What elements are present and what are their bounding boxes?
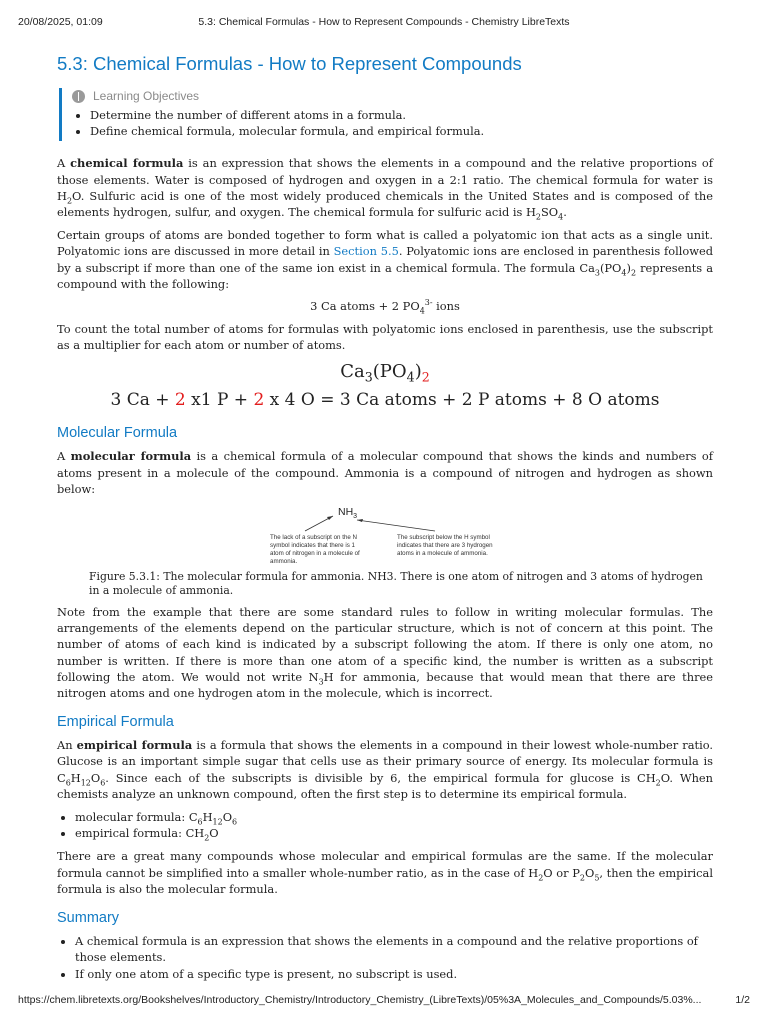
big-formula-calcium-phosphate: $Ca_3(PO_4)_2$ xyxy=(340,361,430,386)
arrow-right xyxy=(357,520,435,531)
formula-calcium-phosphate: $Ca_3(PO_4)_2$ xyxy=(579,260,637,277)
term-chemical-formula: chemical formula xyxy=(70,156,184,171)
print-header xyxy=(18,16,750,32)
formula-glucose: $C_6H_{12}O_6$ xyxy=(57,770,106,787)
section-5-5-link[interactable]: Section 5.5 xyxy=(333,244,399,259)
paragraph-polyatomic: Certain groups of atoms are bonded together to form what is called a polyatomic ion that acts as a single unit. Polyatomic ions are discussed in more detail in Section 5.5. Polyatomic ions are enclosed in parenthesis followed by a subscript if more than one of the same ion exist in a chemical formula. The formula $Ca_3(PO_4)_2$ represents a compound with the following: xyxy=(57,228,713,291)
formula-p2o5: $P_2O_5$ xyxy=(572,865,600,882)
heading-empirical-formula: Empirical Formula xyxy=(57,714,174,731)
arrowhead-left xyxy=(327,516,333,520)
learning-objectives-box xyxy=(59,88,713,141)
heading-molecular-formula: Molecular Formula xyxy=(57,425,178,442)
glucose-formula-list xyxy=(57,809,713,841)
heading-summary: Summary xyxy=(57,910,120,927)
learning-objectives-heading: Learning Objectives xyxy=(93,89,200,103)
ammonia-formula: $NH_3$ xyxy=(338,506,358,521)
print-date: 20/08/2025, 01:09 xyxy=(18,16,103,28)
figure-arrows xyxy=(57,504,713,566)
print-page-title: 5.3: Chemical Formulas - How to Represent Compounds - Chemistry LibreTexts xyxy=(198,16,570,28)
print-url: https://chem.libretexts.org/Bookshelves/Introductory_Chemistry/Introductory_Chemistry_(LibreTexts)/05%3A_Molecules_and_Compounds/5.03%... xyxy=(18,994,702,1006)
learning-objectives-list xyxy=(72,107,713,139)
print-footer xyxy=(18,994,750,1010)
formula-water-inline: $H_2O$ xyxy=(528,865,553,882)
paragraph-molecular-formula: A molecular formula is a chemical formula of a molecular compound that shows the kinds and numbers of atoms present in a molecule of the compound. Ammonia is a compound of nitrogen and hydrogen as shown below: xyxy=(57,449,713,496)
formula-sulfuric-acid: $H_2SO_4$ xyxy=(525,205,564,222)
list-item: • If only one atom of a specific type is present, no subscript is used. xyxy=(75,966,713,982)
list-item: • molecular formula: $C_6H_{12}O_6$ xyxy=(75,809,713,825)
paragraph-chemical-formula: A chemical formula is an expression that shows the elements in a compound and the relative proportions of those elements. Water is composed of hydrogen and oxygen in a 2:1 ratio. The chemical formula for water is $H_2O$. Sulfuric acid is one of the most widely produced chemicals in the United States and is composed of the elements hydrogen, sulfur, and oxygen. The chemical formula for sulfuric acid is $H_2SO_4$. xyxy=(57,156,713,222)
ammonia-figure xyxy=(57,504,713,566)
formula-water: $H_2O$ xyxy=(57,188,81,206)
summary-list xyxy=(57,933,713,982)
figure-label-left: The lack of a subscript on the N symbol indicates that there is 1 atom of nitrogen in a molecule of ammonia. xyxy=(270,534,360,566)
paragraph-molecular-rules: Note from the example that there are some standard rules to follow in writing molecular formulas. The arrangements of the elements depend on the particular structure, which is not of concern at this point. The number of atoms of each kind is indicated by a subscript following the atom. If there is only one atom, no number is written. If there is more than one atom of a specific kind, the number is written as a subscript following the atom. We would not write $N_3H$ for ammonia, because that would mean that there are three nitrogen atoms and one hydrogen atom in the molecule, which is incorrect. xyxy=(57,605,713,701)
formula-ch2o: $CH_2O$ xyxy=(637,770,670,787)
learning-objectives-header[interactable] xyxy=(72,89,713,103)
figure-caption: Figure 5.3.1: The molecular formula for ammonia. NH3. There is one atom of nitrogen and 3 atoms of hydrogen in a molecule of ammonia. xyxy=(89,570,703,597)
atom-count-equation: 3 Ca + 2 x1 P + 2 x 4 O = 3 Ca atoms + 2 P atoms + 8 O atoms xyxy=(110,390,660,411)
multiplier-subscript: 2 xyxy=(421,370,430,386)
list-item: • Define chemical formula, molecular formula, and empirical formula. xyxy=(90,123,713,139)
article-content xyxy=(57,52,713,989)
list-item: • empirical formula: $CH_2O$ xyxy=(75,825,713,841)
page-title: 5.3: Chemical Formulas - How to Represent Compounds xyxy=(57,53,522,74)
formula-n3h: $N_3H$ xyxy=(308,669,334,687)
term-molecular-formula: molecular formula xyxy=(70,449,192,464)
paragraph-count-atoms: To count the total number of atoms for formulas with polyatomic ions enclosed in parenthesis, use the subscript as a multiplier for each atom or number of atoms. xyxy=(57,322,713,353)
polyatomic-ion-equation: 3 Ca atoms + 2 $PO_4^{3-}$ ions xyxy=(310,298,460,316)
paragraph-same-formulas: There are a great many compounds whose molecular and empirical formulas are the same. If the molecular formula cannot be simplified into a smaller whole-number ratio, as in the case of $H_2O$ or $P_2O_5$, then the empirical formula is also the molecular formula. xyxy=(57,849,713,896)
paragraph-empirical-formula: An empirical formula is a formula that shows the elements in a compound in their lowest whole-number ratio. Glucose is an important simple sugar that cells use as their primary source of energy. Its molecular formula is $C_6H_{12}O_6$. Since each of the subscripts is divisible by 6, the empirical formula for glucose is $CH_2O$. When chemists analyze an unknown compound, often the first step is to determine its empirical formula. xyxy=(57,738,713,801)
book-icon xyxy=(72,90,85,103)
figure-label-right: The subscript below the H symbol indicates that there are 3 hydrogen atoms in a molecule of ammonia. xyxy=(397,534,493,558)
list-item: • Determine the number of different atoms in a formula. xyxy=(90,107,713,123)
term-empirical-formula: empirical formula xyxy=(76,738,193,753)
list-item: • A chemical formula is an expression that shows the elements in a compound and the relative proportions of those elements. xyxy=(75,933,713,965)
page-number: 1/2 xyxy=(735,994,750,1006)
